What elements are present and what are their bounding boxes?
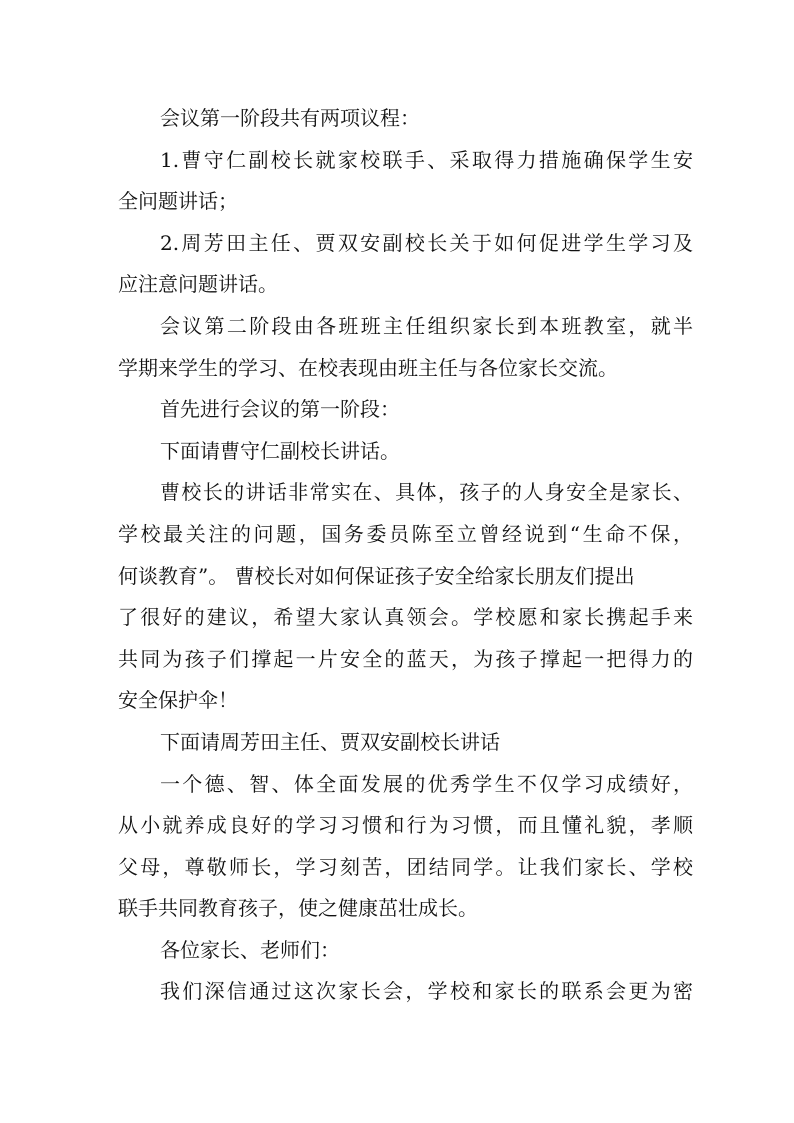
agenda-intro: 会议第一阶段共有两项议程：	[160, 106, 420, 130]
document-body	[118, 98, 693, 1013]
student-line-2: 从小就养成良好的学习习惯和行为习惯，而且懂礼貌，孝顺	[118, 813, 693, 838]
student-line-3: 父母，尊敬师长，学习刻苦，团结同学。让我们家长、学校	[118, 854, 693, 879]
cao-summary-line-5: 共同为孩子们撑起一片安全的蓝天，为孩子撑起一把得力的	[118, 646, 693, 671]
agenda-item-2: 2.周芳田主任、贾双安副校长关于如何促进学生学习及	[160, 230, 693, 255]
student-line-4: 联手共同教育孩子，使之健康茁壮成长。	[118, 896, 478, 921]
greeting-line: 各位家长、老师们：	[160, 937, 340, 962]
cao-summary-line-4: 了很好的建议，希望大家认真领会。学校愿和家长携起手来	[118, 605, 693, 630]
student-line-1: 一个德、智、体全面发展的优秀学生不仅学习成绩好，	[160, 771, 693, 796]
second-stage-cont: 学期来学生的学习、在校表现由班主任与各位家长交流。	[118, 355, 618, 380]
cao-summary-line-6: 安全保护伞！	[118, 688, 238, 713]
second-stage-line: 会议第二阶段由各班班主任组织家长到本班教室，就半	[160, 313, 693, 338]
closing-line: 我们深信通过这次家长会，学校和家长的联系会更为密	[160, 979, 693, 1004]
invite-cao-speech: 下面请曹守仁副校长讲话。	[160, 438, 400, 463]
cao-summary-line-2: 学校最关注的问题，国务委员陈至立曾经说到“生命不保，	[118, 521, 693, 546]
cao-summary-line-3: 何谈教育”。 曹校长对如何保证孩子安全给家长朋友们提出	[118, 563, 635, 588]
cao-summary-line-1: 曹校长的讲话非常实在、具体，孩子的人身安全是家长、	[160, 480, 693, 505]
agenda-item-1: 1.曹守仁副校长就家校联手、采取得力措施确保学生安	[160, 147, 693, 172]
agenda-item-1-cont: 全问题讲话；	[118, 189, 238, 214]
invite-zhou-jia-speech: 下面请周芳田主任、贾双安副校长讲话	[160, 729, 500, 754]
agenda-item-2-cont: 应注意问题讲话。	[118, 272, 278, 297]
first-stage-start: 首先进行会议的第一阶段：	[160, 397, 400, 422]
